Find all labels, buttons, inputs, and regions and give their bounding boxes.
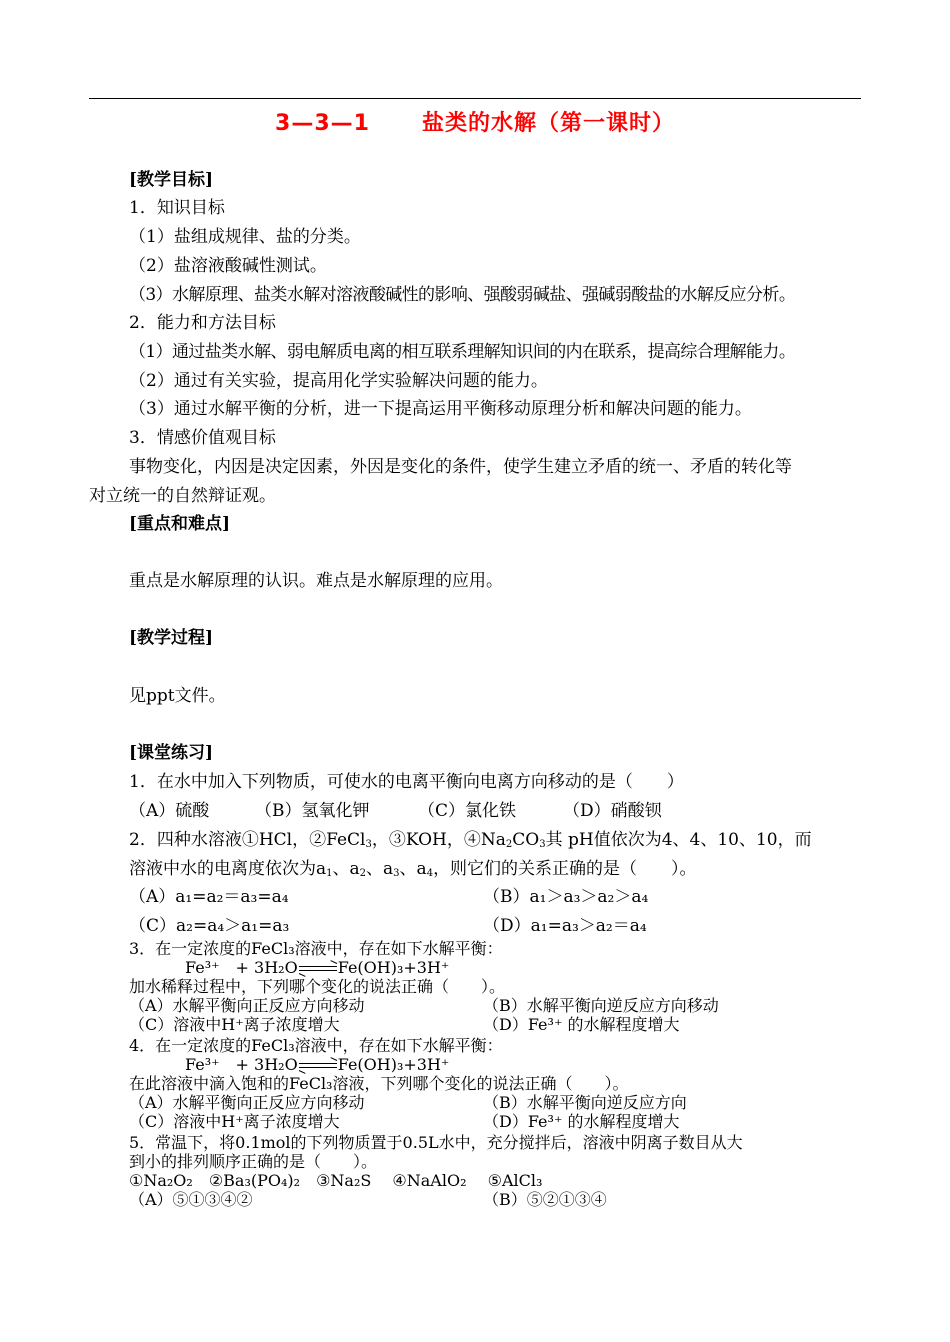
q3-equation-right: Fe(OH)₃+3H⁺	[337, 958, 450, 977]
q2-text-part: 2．四种水溶液①HCl，②FeCl	[129, 830, 366, 850]
emotion-objective-line-2: 对立统一的自然辩证观。	[89, 486, 276, 506]
q5-option-a: （A）⑤①③④②	[129, 1190, 253, 1209]
page-title	[0, 106, 950, 137]
q2-text-part: ，则它们的关系正确的是（ ）。	[433, 859, 697, 879]
q2-text-part: 、a	[366, 859, 394, 879]
q2-text-part: 其 pH值依次为4、4、10、10，而	[545, 830, 812, 850]
q4-equation-right: Fe(OH)₃+3H⁺	[337, 1055, 450, 1074]
process-heading: [教学过程]	[129, 628, 214, 648]
question-3-line-2: 加水稀释过程中，下列哪个变化的说法正确（ ）。	[129, 977, 506, 996]
objectives-heading: [教学目标]	[129, 170, 214, 190]
keypoints-heading: [重点和难点]	[129, 514, 231, 534]
question-2-line-2: 溶液中水的电离度依次为$a_1$、$a_2$、$a_3$、$a_4$，则它们的关系正确的是（ ）。	[129, 859, 697, 879]
q1-option-a: （A）硫酸	[129, 801, 210, 821]
question-3-line-1: 3．在一定浓度的FeCl₃溶液中，存在如下水解平衡：	[129, 939, 503, 958]
ability-objective-1: （1）通过盐类水解、弱电解质电离的相互联系理解知识间的内在联系，提高综合理解能力。	[129, 342, 796, 362]
emotion-objective-title: 3．情感价值观目标	[129, 428, 276, 448]
q3-option-c: （C）溶液中H⁺离子浓度增大	[129, 1015, 340, 1034]
q5-items: ①Na₂O₂ ②Ba₃(PO₄)₂ ③Na₂S ④NaAlO₂ ⑤AlCl₃	[129, 1171, 543, 1190]
q1-option-b: （B）氢氧化钾	[255, 801, 370, 821]
q2-option-d: （D）a₁=a₃＞a₂＝a₄	[483, 916, 647, 936]
equilibrium-arrow-icon	[299, 964, 337, 974]
knowledge-objective-2: （2）盐溶液酸碱性测试。	[129, 256, 327, 276]
q2-text-part: CO	[512, 830, 540, 850]
q1-option-c: （C）氯化铁	[418, 801, 517, 821]
q2-text-part: ，③KOH，④Na	[371, 830, 506, 850]
question-4-line-2: 在此溶液中滴入饱和的FeCl₃溶液，下列哪个变化的说法正确（ ）。	[129, 1074, 629, 1093]
q4-option-b: （B）水解平衡向逆反应方向	[483, 1093, 687, 1112]
title-text: 盐类的水解（第一课时）	[421, 111, 675, 136]
ability-objective-3: （3）通过水解平衡的分析，进一下提高运用平衡移动原理分析和解决问题的能力。	[129, 399, 752, 419]
q4-option-a: （A）水解平衡向正反应方向移动	[129, 1093, 365, 1112]
process-text: 见ppt文件。	[129, 686, 226, 706]
q3-option-a: （A）水解平衡向正反应方向移动	[129, 996, 365, 1015]
q3-equation-left: Fe³⁺ + 3H₂O	[185, 958, 298, 977]
header-rule	[89, 98, 861, 99]
q3-equation	[185, 958, 449, 977]
q2-text-part: 、a	[332, 859, 360, 879]
knowledge-objective-1: （1）盐组成规律、盐的分类。	[129, 227, 361, 247]
ability-objective-title: 2．能力和方法目标	[129, 313, 276, 333]
q2-option-b: （B）a₁＞a₃＞a₂＞a₄	[483, 887, 649, 907]
question-4-line-1: 4．在一定浓度的FeCl₃溶液中，存在如下水解平衡：	[129, 1036, 503, 1055]
title-number: 3—3—1	[275, 111, 370, 136]
question-1: 1．在水中加入下列物质，可使水的电离平衡向电离方向移动的是（ ）	[129, 772, 684, 792]
q4-equation	[185, 1055, 449, 1074]
keypoints-text: 重点是水解原理的认识。难点是水解原理的应用。	[129, 571, 503, 591]
emotion-objective-line-1: 事物变化，内因是决定因素，外因是变化的条件，使学生建立矛盾的统一、矛盾的转化等	[129, 457, 792, 477]
q4-option-d: （D）Fe³⁺ 的水解程度增大	[483, 1112, 680, 1131]
knowledge-objective-title: 1．知识目标	[129, 198, 225, 218]
q3-option-b: （B）水解平衡向逆反应方向移动	[483, 996, 719, 1015]
question-5-line-2: 到小的排列顺序正确的是（ ）。	[129, 1152, 378, 1171]
exercises-heading: [课堂练习]	[129, 743, 214, 763]
q4-option-c: （C）溶液中H⁺离子浓度增大	[129, 1112, 340, 1131]
question-5-line-1: 5．常温下，将0.1mol的下列物质置于0.5L水中，充分搅拌后，溶液中阴离子数目从大	[129, 1133, 743, 1152]
q2-text-part: 、a	[399, 859, 427, 879]
ability-objective-2: （2）通过有关实验，提高用化学实验解决问题的能力。	[129, 371, 548, 391]
q2-option-c: （C）a₂=a₄＞a₁=a₃	[129, 916, 290, 936]
q5-option-b: （B）⑤②①③④	[483, 1190, 607, 1209]
q1-option-d: （D）硝酸钡	[563, 801, 662, 821]
q3-option-d: （D）Fe³⁺ 的水解程度增大	[483, 1015, 680, 1034]
equilibrium-arrow-icon	[299, 1061, 337, 1071]
q2-text-part: 溶液中水的电离度依次为a	[129, 859, 327, 879]
question-2-line-1: 2．四种水溶液①HCl，②FeCl$_3$，③KOH，$④Na_2CO_3$其 pH值依次为4、4、10、10，而	[129, 830, 812, 850]
q4-equation-left: Fe³⁺ + 3H₂O	[185, 1055, 298, 1074]
knowledge-objective-3: （3）水解原理、盐类水解对溶液酸碱性的影响、强酸弱碱盐、强碱弱酸盐的水解反应分析。	[129, 285, 796, 305]
q2-option-a: （A）a₁=a₂＝a₃=a₄	[129, 887, 289, 907]
